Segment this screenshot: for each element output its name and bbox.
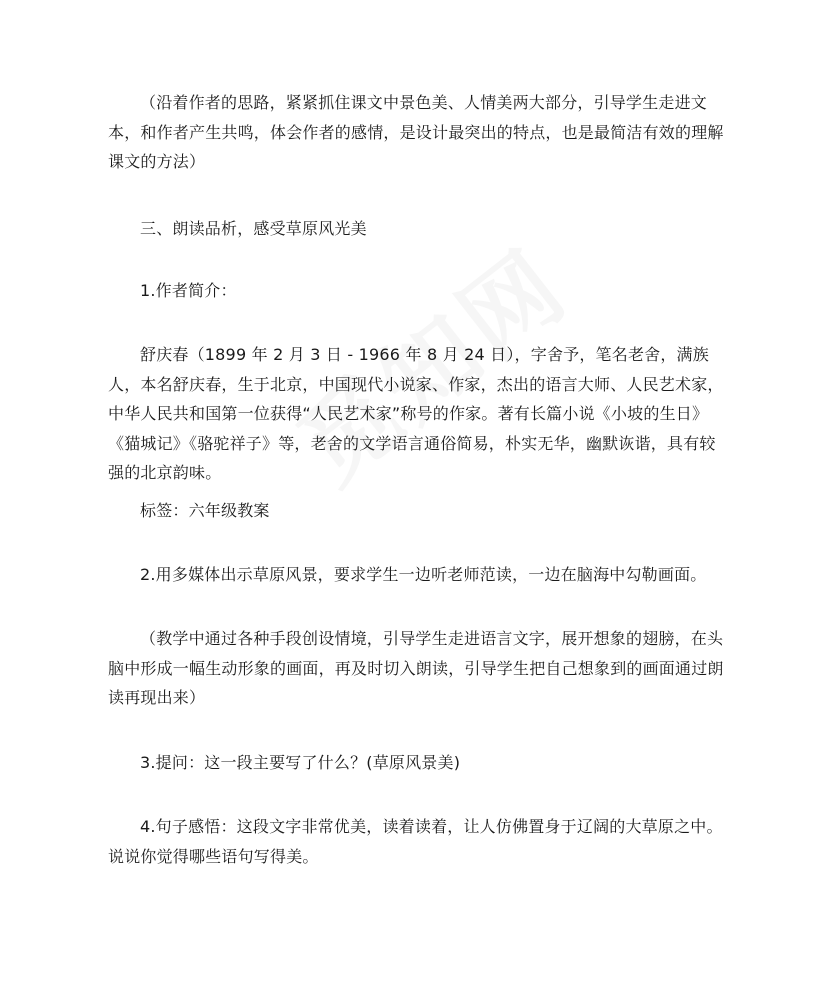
paragraph-teaching-note: （教学中通过各种手段创设情境，引导学生走进语言文字，展开想象的翅膀，在头脑中形成一幅生动形象的画面，再及时切入朗读，引导学生把自己想象到的画面通过朗读再现出来）: [108, 629, 724, 707]
tag-label: 标签：六年级教案: [140, 501, 270, 520]
paragraph-step-3: 3.提问：这一段主要写了什么？(草原风景美): [140, 753, 461, 772]
paragraph-design-note: （沿着作者的思路，紧紧抓住课文中景色美、人情美两大部分，引导学生走进文本，和作者产生共鸣，体会作者的感情，是设计最突出的特点，也是最简洁有效的理解课文的方法）: [108, 93, 724, 171]
subheading-author-intro: 1.作者简介：: [140, 281, 237, 300]
paragraph-step-4: 4.句子感悟：这段文字非常优美，读着读着，让人仿佛置身于辽阔的大草原之中。说说你觉得哪些语句写得美。: [108, 817, 723, 866]
section-heading: 三、朗读品析，感受草原风光美: [140, 219, 367, 238]
paragraph-author-bio: 舒庆春（1899 年 2 月 3 日 - 1966 年 8 月 24 日），字舍予，笔名老舍，满族人，本名舒庆春，生于北京，中国现代小说家、作家，杰出的语言大师、人民艺术家，中华人民共和国第一位获得“人民艺术家”称号的作家。著有长篇小说《小坡的生日》《猫城记》《骆驼祥子》等，老舍的文学语言通俗简易，朴实无华，幽默诙谐，具有较强的北京韵味。: [108, 345, 724, 482]
paragraph-step-2: 2.用多媒体出示草原风景，要求学生一边听老师范读，一边在脑海中勾勒画面。: [140, 565, 707, 584]
